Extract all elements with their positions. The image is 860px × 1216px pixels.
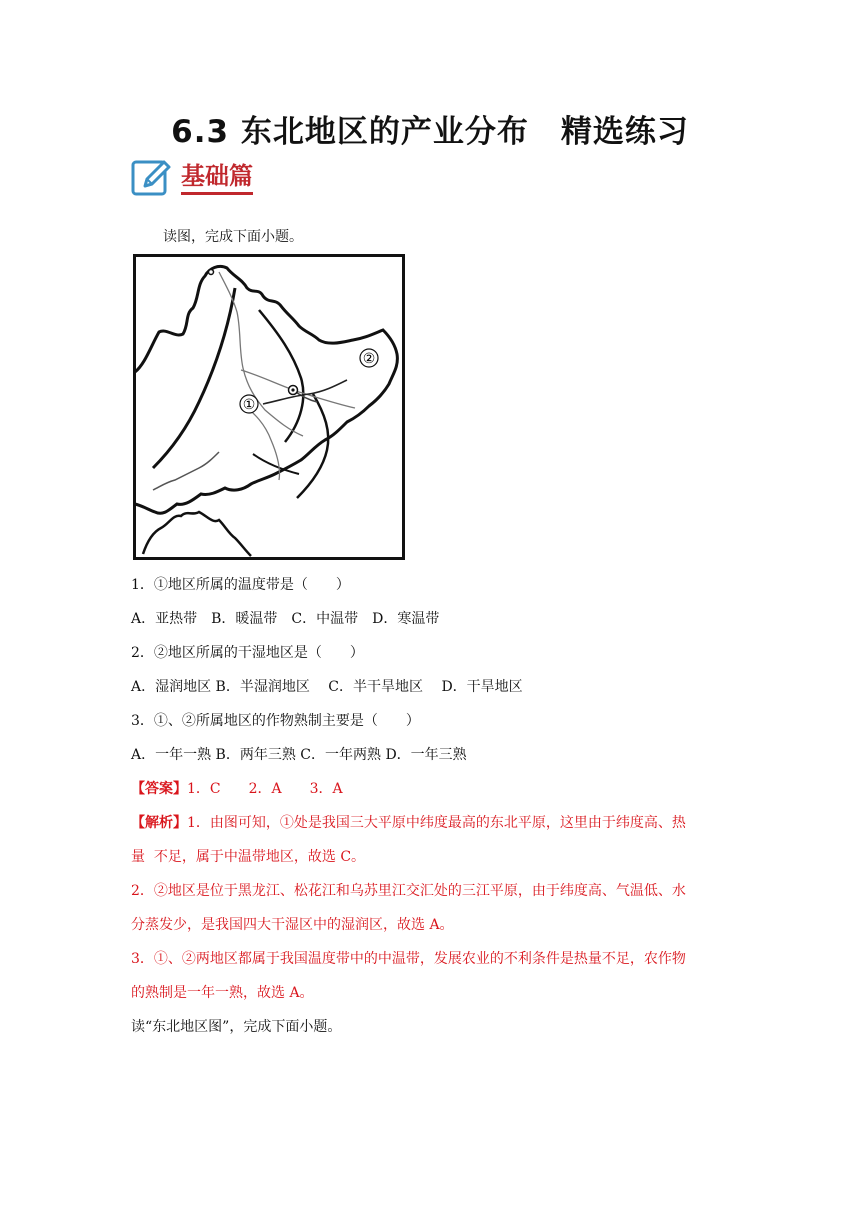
- map-label-1: [240, 395, 258, 413]
- svg-text:②: ②: [362, 351, 376, 367]
- question-intro: 读图，完成下面小题。: [163, 229, 303, 245]
- capital-marker-icon: [289, 386, 298, 395]
- answer-label: 【答案】: [131, 781, 187, 797]
- next-question-intro: 读“东北地区图”，完成下面小题。: [131, 1019, 342, 1035]
- analysis-line-3: 2．②地区是位于黑龙江、松花江和乌苏里江交汇处的三江平原，由于纬度高、气温低、水: [131, 883, 686, 899]
- northeast-china-map: [133, 254, 405, 560]
- question-2-options: A．湿润地区 B．半湿润地区 C．半干旱地区 D．干旱地区: [131, 679, 523, 695]
- page-title: 6.3 东北地区的产业分布 精选练习: [171, 114, 689, 150]
- question-2-stem: 2．②地区所属的干湿地区是（ ）: [131, 645, 364, 661]
- map-label-2: [360, 349, 378, 367]
- analysis-line-6: 的熟制是一年一熟，故选 A。: [131, 985, 314, 1001]
- answer-text: 1．C 2．A 3．A: [187, 781, 343, 797]
- analysis-line-1: [131, 812, 686, 832]
- section-badge: [131, 156, 253, 200]
- svg-text:①: ①: [242, 397, 256, 413]
- analysis-text-1: 1．由图可知，①处是我国三大平原中纬度最高的东北平原，这里由于纬度高、热: [187, 815, 686, 831]
- analysis-label: 【解析】: [131, 815, 187, 831]
- analysis-line-4: 分蒸发少，是我国四大干湿区中的湿润区，故选 A。: [131, 917, 454, 933]
- pencil-note-icon: [131, 158, 173, 198]
- analysis-line-5: 3．①、②两地区都属于我国温度带中的中温带，发展农业的不利条件是热量不足，农作物: [131, 951, 686, 967]
- answer-line: [131, 778, 343, 798]
- question-3-stem: 3．①、②所属地区的作物熟制主要是（ ）: [131, 713, 420, 729]
- question-1-stem: 1．①地区所属的温度带是（ ）: [131, 577, 350, 593]
- question-1-options: A．亚热带 B．暖温带 C．中温带 D．寒温带: [131, 611, 440, 627]
- analysis-line-2: 量 不足，属于中温带地区，故选 C。: [131, 849, 366, 865]
- section-badge-label: 基础篇: [181, 161, 253, 195]
- question-3-options: A．一年一熟 B．两年三熟 C．一年两熟 D．一年三熟: [131, 747, 467, 763]
